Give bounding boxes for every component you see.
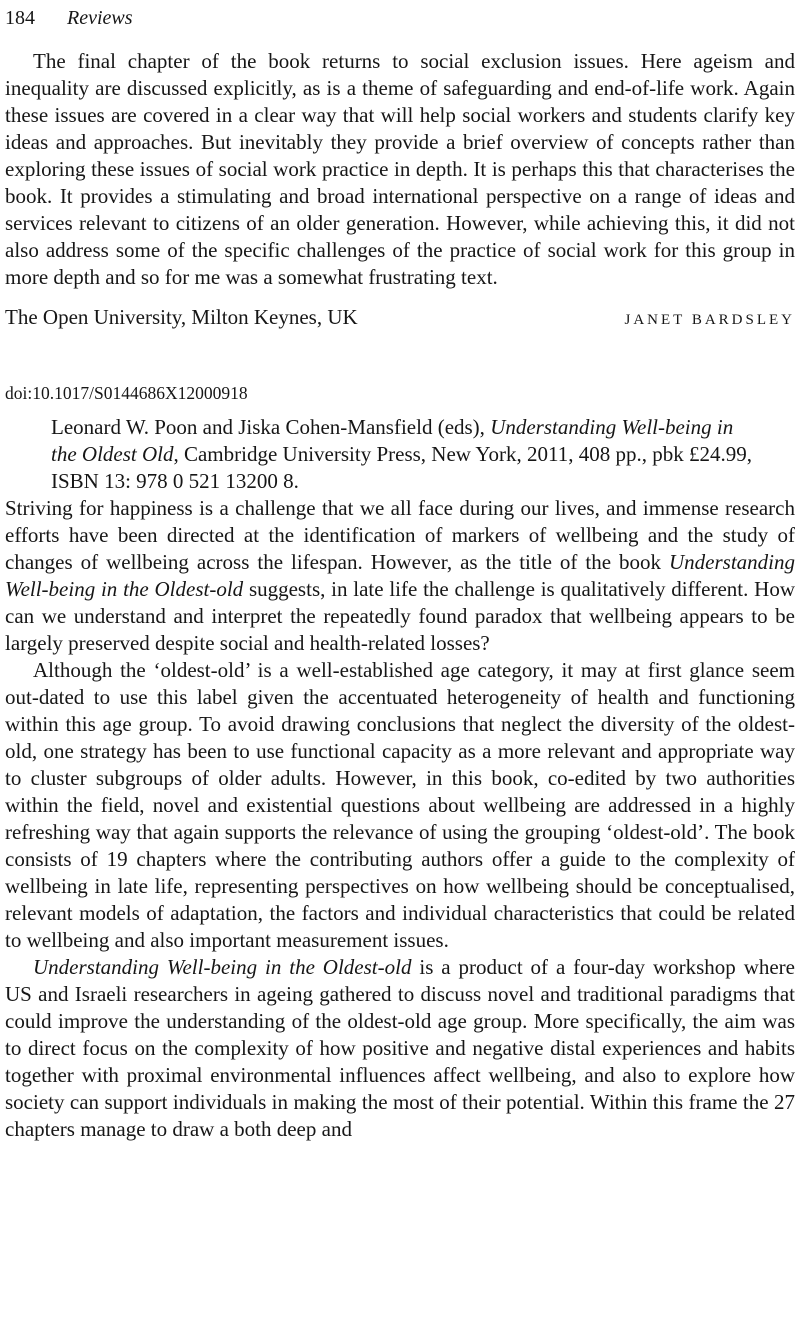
review-paragraph-3 (5, 954, 795, 1143)
reviewer-affiliation: The Open University, Milton Keynes, UK (5, 305, 358, 329)
signature-line (5, 304, 795, 334)
paragraph-text: Striving for happiness is a challenge that we all face during our lives, and immense research efforts have been directed at the identification of markers of wellbeing and the study of changes of wellbeing across the lifespan. However, as the title of the book (5, 496, 795, 574)
review-current (5, 382, 795, 1143)
reviewer-name: JANET BARDSLEY (624, 312, 795, 328)
paragraph-text: is a product of a four-day workshop where US and Israeli researchers in ageing gathered to discuss novel and traditional paradigms that could improve the understanding of the oldest-old age group. More specifically, the aim was to direct focus on the complexity of how positive and negative distal experiences and habits together with proximal environmental influences affect wellbeing, and also to explore how society can support individuals in making the most of their potential. Within this frame the 27 chapters manage to draw a both deep and (5, 955, 795, 1141)
page-number: 184 (5, 7, 35, 29)
review-previous (5, 48, 795, 334)
citation-details: , Cambridge University Press, New York, 2011, 408 pp., pbk £24.99, ISBN 13: 978 0 521 13200 8. (51, 442, 752, 493)
book-citation (51, 414, 755, 495)
book-title-italic: Understanding Well-being in the Oldest-old (5, 550, 795, 601)
running-head (5, 6, 795, 30)
paragraph-text: suggests, in late life the challenge is qualitatively different. How can we understand and interpret the repeatedly found paradox that wellbeing appears to be largely preserved despite social and health-related losses? (5, 577, 795, 655)
review-paragraph-1 (5, 495, 795, 657)
running-head-title: Reviews (67, 7, 133, 29)
citation-authors: Leonard W. Poon and Jiska Cohen-Mansfield (eds), (51, 415, 491, 439)
review-closing-paragraph: The final chapter of the book returns to social exclusion issues. Here ageism and inequality are discussed explicitly, as is a theme of safeguarding and end-of-life work. Again these issues are covered in a clear way that will help social workers and students clarify key ideas and approaches. But inevitably they provide a brief overview of concepts rather than exploring these issues of social work practice in depth. It is perhaps this that characterises the book. It provides a stimulating and broad international perspective on a range of ideas and services relevant to citizens of an older generation. However, while achieving this, it did not also address some of the specific challenges of the practice of social work for this group in more depth and so for me was a somewhat frustrating text. (5, 49, 795, 289)
doi: doi:10.1017/S0144686X12000918 (5, 383, 248, 403)
book-title-italic: Understanding Well-being in the Oldest Old (51, 415, 734, 466)
review-paragraph-2: Although the ‘oldest-old’ is a well-established age category, it may at first glance seem out-dated to use this label given the accentuated heterogeneity of health and functioning within this age group. To avoid drawing conclusions that neglect the diversity of the oldest-old, one strategy has been to use functional capacity as a more relevant and appropriate way to cluster subgroups of older adults. However, in this book, co-edited by two authorities within the field, novel and existential questions about wellbeing are addressed in a highly refreshing way that again supports the relevance of using the grouping ‘oldest-old’. The book consists of 19 chapters where the contributing authors offer a guide to the complexity of wellbeing in late life, representing perspectives on how wellbeing should be conceptualised, relevant models of adaptation, the factors and individual characteristics that could be related to wellbeing and also important measurement issues. (5, 658, 795, 952)
book-title-italic: Understanding Well-being in the Oldest-old (33, 955, 412, 979)
